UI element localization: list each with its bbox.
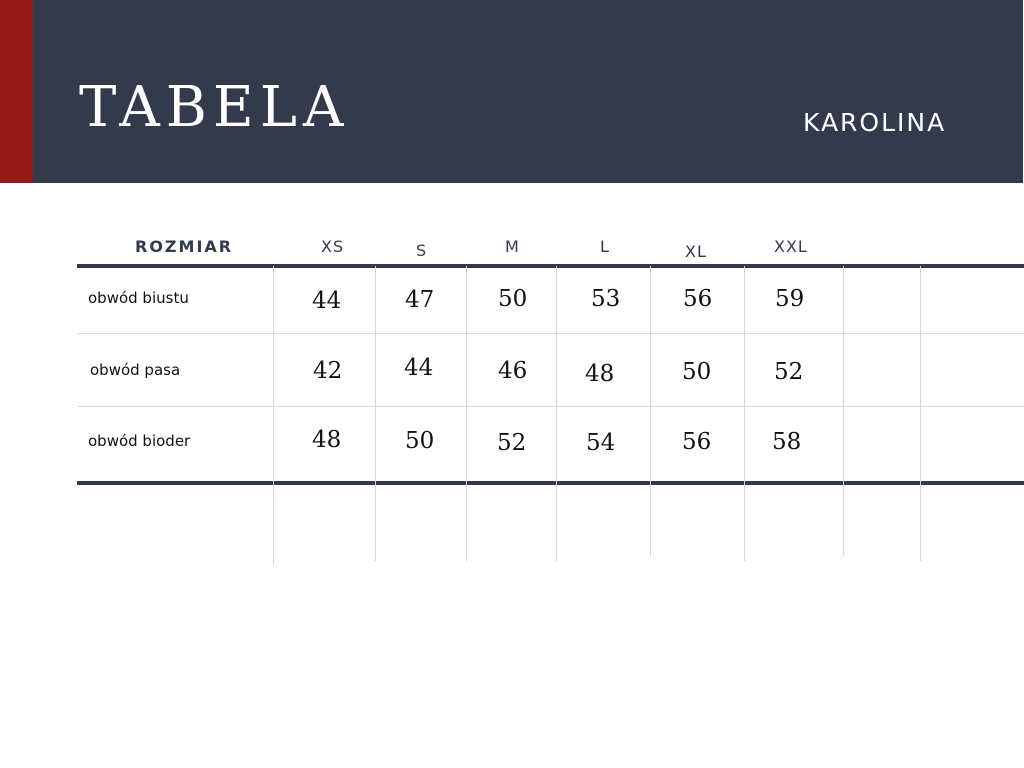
column-divider bbox=[466, 266, 467, 561]
table-cell: 50 bbox=[682, 359, 712, 385]
accent-bar bbox=[0, 0, 33, 183]
table-cell: 56 bbox=[682, 429, 712, 455]
table-cell: 52 bbox=[774, 359, 804, 385]
column-divider bbox=[556, 266, 557, 561]
table-cell: 48 bbox=[585, 361, 615, 387]
row-divider bbox=[77, 406, 1024, 407]
column-divider bbox=[273, 266, 274, 564]
brand-name: KAROLINA bbox=[803, 108, 947, 137]
column-header-xxl: XXL bbox=[774, 237, 808, 256]
table-cell: 58 bbox=[772, 429, 802, 455]
corner-label: ROZMIAR bbox=[135, 237, 234, 256]
table-cell: 53 bbox=[591, 286, 621, 312]
table-cell: 46 bbox=[498, 358, 528, 384]
table-cell: 42 bbox=[313, 358, 343, 384]
column-header-xl: XL bbox=[685, 242, 707, 261]
column-divider bbox=[744, 266, 745, 561]
table-cell: 44 bbox=[404, 355, 434, 381]
header-banner bbox=[33, 0, 1023, 183]
table-cell: 56 bbox=[683, 286, 713, 312]
table-top-rule bbox=[77, 264, 1024, 268]
table-cell: 52 bbox=[497, 430, 527, 456]
table-cell: 50 bbox=[405, 428, 435, 454]
row-label-hips: obwód bioder bbox=[88, 432, 191, 450]
column-divider bbox=[920, 266, 921, 561]
table-cell: 59 bbox=[775, 286, 805, 312]
table-cell: 44 bbox=[312, 288, 342, 314]
column-divider bbox=[375, 266, 376, 561]
table-cell: 48 bbox=[312, 427, 342, 453]
table-cell: 50 bbox=[498, 286, 528, 312]
column-header-xs: XS bbox=[321, 237, 345, 256]
page-title: TABELA bbox=[79, 75, 350, 140]
table-cell: 47 bbox=[405, 287, 435, 313]
row-divider bbox=[77, 333, 1024, 334]
row-label-waist: obwód pasa bbox=[90, 361, 181, 379]
column-header-s: S bbox=[416, 241, 428, 260]
table-bottom-rule bbox=[77, 481, 1024, 485]
column-header-l: L bbox=[600, 237, 610, 256]
table-cell: 54 bbox=[586, 430, 616, 456]
column-divider bbox=[650, 266, 651, 556]
column-header-m: M bbox=[505, 237, 520, 256]
row-label-bust: obwód biustu bbox=[88, 289, 189, 307]
column-divider bbox=[843, 266, 844, 556]
